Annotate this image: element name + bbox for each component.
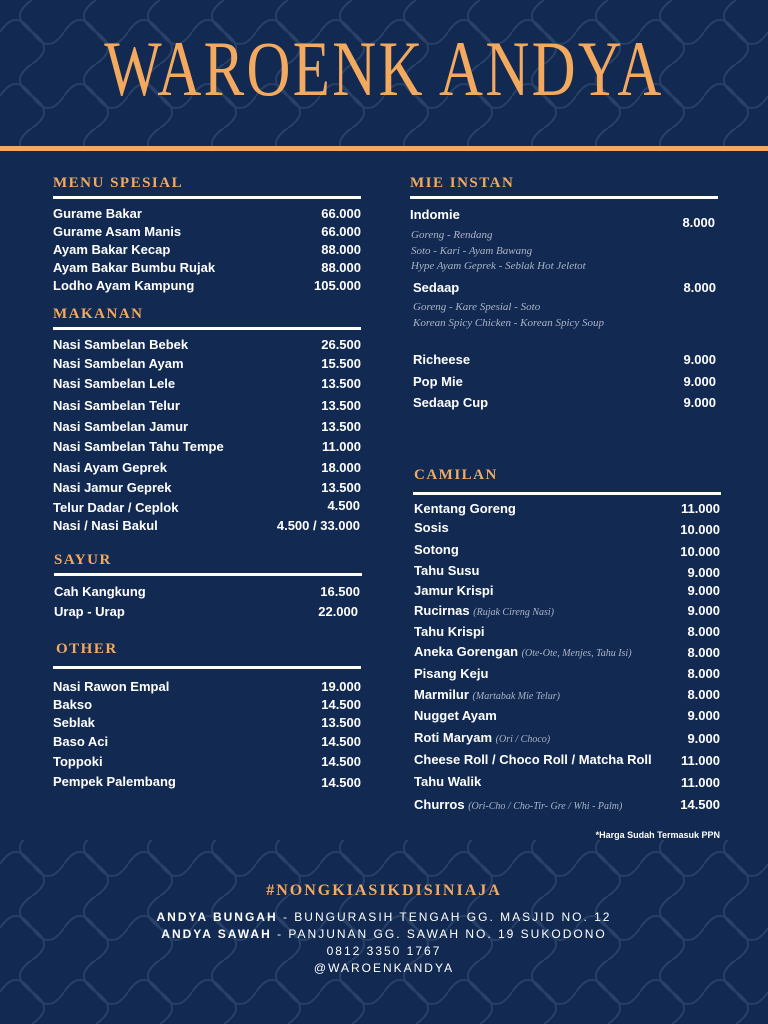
branch-address-1 xyxy=(0,910,768,924)
menu-item-note: (Ori / Choco) xyxy=(495,734,551,745)
header-divider xyxy=(0,146,768,151)
menu-item-name: Gurame Bakar xyxy=(53,206,142,221)
menu-item-name: Tahu Walik xyxy=(414,774,482,789)
instagram-handle: @WAROENKANDYA xyxy=(313,961,455,975)
menu-item-price: 22.000 xyxy=(318,604,358,619)
menu-item-price: 14.500 xyxy=(680,797,720,812)
menu-item-name: Sotong xyxy=(414,542,459,557)
phone-number: 0812 3350 1767 xyxy=(326,944,442,958)
menu-item-name: Kentang Goreng xyxy=(414,501,516,516)
menu-item-name: Nasi Jamur Geprek xyxy=(53,480,172,495)
menu-item-price: 13.500 xyxy=(321,480,361,495)
menu-item-price: 9.000 xyxy=(683,395,716,410)
menu-item-name: Pop Mie xyxy=(413,374,463,389)
menu-item-price: 13.500 xyxy=(321,376,361,391)
branch-address: - BUNGURASIH TENGAH GG. MASJID NO. 12 xyxy=(277,910,612,924)
menu-item-price: 9.000 xyxy=(687,731,720,746)
menu-item-name: Ayam Bakar Bumbu Rujak xyxy=(53,260,216,275)
menu-item-note: (Martabak Mie Telur) xyxy=(472,691,560,702)
menu-item-price: 11.000 xyxy=(680,753,720,768)
menu-item-name: Aneka Gorengan (Ote-Ote, Menjes, Tahu Isi) xyxy=(414,644,632,659)
menu-item-price: 4.500 xyxy=(327,498,360,513)
menu-item-price: 14.500 xyxy=(321,734,361,749)
menu-item-price: 8.000 xyxy=(687,645,720,660)
menu-item-variants xyxy=(413,300,638,331)
menu-item-name: Nugget Ayam xyxy=(414,708,497,723)
section-title-mie-instan: MIE INSTAN xyxy=(410,175,515,191)
section-title-camilan: CAMILAN xyxy=(414,467,498,483)
menu-item-name: Urap - Urap xyxy=(54,604,125,619)
menu-item-name: Churros (Ori-Cho / Cho-Tir- Gre / Whi - Palm) xyxy=(414,797,623,812)
menu-item-name: Pisang Keju xyxy=(414,666,489,681)
section-divider xyxy=(53,666,361,669)
menu-item-name: Bakso xyxy=(53,697,93,712)
menu-item-price: 11.000 xyxy=(680,501,720,516)
menu-item-name: Gurame Asam Manis xyxy=(53,224,182,239)
menu-item-price: 9.000 xyxy=(683,352,716,367)
menu-item-name: Nasi Sambelan Lele xyxy=(53,376,176,391)
menu-item-price: 15.500 xyxy=(321,356,361,371)
menu-item-name: Cah Kangkung xyxy=(54,584,146,599)
restaurant-title: WAROENK ANDYA xyxy=(104,25,664,112)
hashtag: #NONGKIASIKDISINIAJA xyxy=(266,882,502,899)
menu-item-price: 9.000 xyxy=(687,565,720,580)
menu-item-price: 8.000 xyxy=(682,215,715,230)
tax-note: *Harga Sudah Termasuk PPN xyxy=(595,830,720,840)
menu-item-price: 4.500 / 33.000 xyxy=(276,518,360,533)
section-title-sayur: SAYUR xyxy=(54,552,112,568)
menu-item-price: 10.000 xyxy=(680,544,720,559)
menu-item-name: Ayam Bakar Kecap xyxy=(53,242,171,257)
menu-item-price: 16.500 xyxy=(320,584,360,599)
variant-line: Goreng - Rendang xyxy=(411,229,493,241)
menu-item-name: Lodho Ayam Kampung xyxy=(53,278,195,293)
section-divider xyxy=(410,196,718,199)
section-divider xyxy=(53,327,361,330)
menu-item-name: Sedaap xyxy=(413,280,460,295)
variant-line: Korean Spicy Chicken - Korean Spicy Soup xyxy=(413,316,605,329)
menu-item-price: 10.000 xyxy=(680,522,720,537)
menu-item-price: 9.000 xyxy=(683,374,716,389)
menu-item-price: 105.000 xyxy=(314,278,361,293)
menu-item-name: Telur Dadar / Ceplok xyxy=(53,500,179,515)
menu-item-name: Nasi Ayam Geprek xyxy=(53,460,167,475)
menu-item-price: 13.500 xyxy=(321,419,361,434)
menu-item-price: 8.000 xyxy=(683,280,716,295)
menu-item-price: 14.500 xyxy=(321,697,361,712)
menu-item-price: 11.000 xyxy=(321,439,361,454)
menu-item-name: Nasi Sambelan Ayam xyxy=(53,356,184,371)
menu-item-price: 66.000 xyxy=(321,224,361,239)
menu-item-price: 88.000 xyxy=(321,242,361,257)
branch-name: ANDYA BUNGAH xyxy=(156,910,278,924)
menu-item-price: 18.000 xyxy=(321,460,361,475)
menu-item-name: Richeese xyxy=(413,352,471,367)
menu-item-name: Nasi Rawon Empal xyxy=(53,679,170,694)
section-title-other: OTHER xyxy=(56,641,118,657)
menu-item-price: 8.000 xyxy=(687,687,720,702)
menu-item-name: Seblak xyxy=(53,715,95,730)
branch-name: ANDYA SAWAH xyxy=(161,927,272,941)
menu-item-note: (Ote-Ote, Menjes, Tahu Isi) xyxy=(521,648,632,659)
menu-item-name: Nasi / Nasi Bakul xyxy=(53,518,158,533)
branch-address-2 xyxy=(0,927,768,941)
menu-item-name: Nasi Sambelan Bebek xyxy=(53,337,189,352)
menu-item-name: Nasi Sambelan Telur xyxy=(53,398,180,413)
menu-item-name: Jamur Krispi xyxy=(414,583,494,598)
menu-item-name: Toppoki xyxy=(53,754,103,769)
menu-item-name: Tahu Krispi xyxy=(414,624,485,639)
menu-item-name: Indomie xyxy=(410,207,460,222)
menu-item-name: Nasi Sambelan Jamur xyxy=(53,419,189,434)
menu-item-price: 8.000 xyxy=(687,624,720,639)
menu-item-price: 14.500 xyxy=(321,754,361,769)
menu-item-name: Rucirnas (Rujak Cireng Nasi) xyxy=(414,603,554,618)
menu-item-price: 14.500 xyxy=(321,775,361,790)
menu-item-price: 9.000 xyxy=(687,708,720,723)
menu-item-price: 88.000 xyxy=(321,260,361,275)
menu-item-name: Pempek Palembang xyxy=(53,774,176,789)
menu-item-price: 8.000 xyxy=(687,666,720,681)
menu-item-price: 19.000 xyxy=(321,679,361,694)
section-divider xyxy=(413,492,721,495)
variant-line: Goreng - Kare Spesial - Soto xyxy=(413,301,541,313)
menu-item-price: 13.500 xyxy=(321,715,361,730)
branch-address: - PANJUNAN GG. SAWAH NO. 19 SUKODONO xyxy=(271,927,607,941)
menu-item-name: Sosis xyxy=(414,520,449,535)
menu-item-name: Nasi Sambelan Tahu Tempe xyxy=(53,439,224,454)
menu-item-name: Sedaap Cup xyxy=(413,395,489,410)
menu-item-price: 66.000 xyxy=(321,206,361,221)
menu-item-note: (Rujak Cireng Nasi) xyxy=(473,607,554,618)
menu-item-note: (Ori-Cho / Cho-Tir- Gre / Whi - Palm) xyxy=(468,801,623,812)
menu-item-name: Cheese Roll / Choco Roll / Matcha Roll xyxy=(414,752,652,767)
menu-item-variants xyxy=(411,228,651,275)
menu-item-price: 9.000 xyxy=(687,603,720,618)
variant-line: Hype Ayam Geprek - Seblak Hot Jeletot xyxy=(411,260,586,272)
section-divider xyxy=(54,573,362,576)
section-divider xyxy=(53,196,361,199)
section-title-menu-spesial: MENU SPESIAL xyxy=(53,175,184,191)
menu-item-name: Tahu Susu xyxy=(414,563,480,578)
variant-line: Soto - Kari - Ayam Bawang xyxy=(411,244,533,257)
menu-item-name: Roti Maryam (Ori / Choco) xyxy=(414,730,551,745)
menu-item-price: 13.500 xyxy=(321,398,361,413)
menu-item-price: 11.000 xyxy=(680,775,720,790)
menu-item-name: Marmilur (Martabak Mie Telur) xyxy=(414,687,560,702)
menu-item-price: 9.000 xyxy=(687,583,720,598)
section-title-makanan: MAKANAN xyxy=(53,306,144,322)
menu-item-name: Baso Aci xyxy=(53,734,109,749)
menu-item-price: 26.500 xyxy=(321,337,361,352)
